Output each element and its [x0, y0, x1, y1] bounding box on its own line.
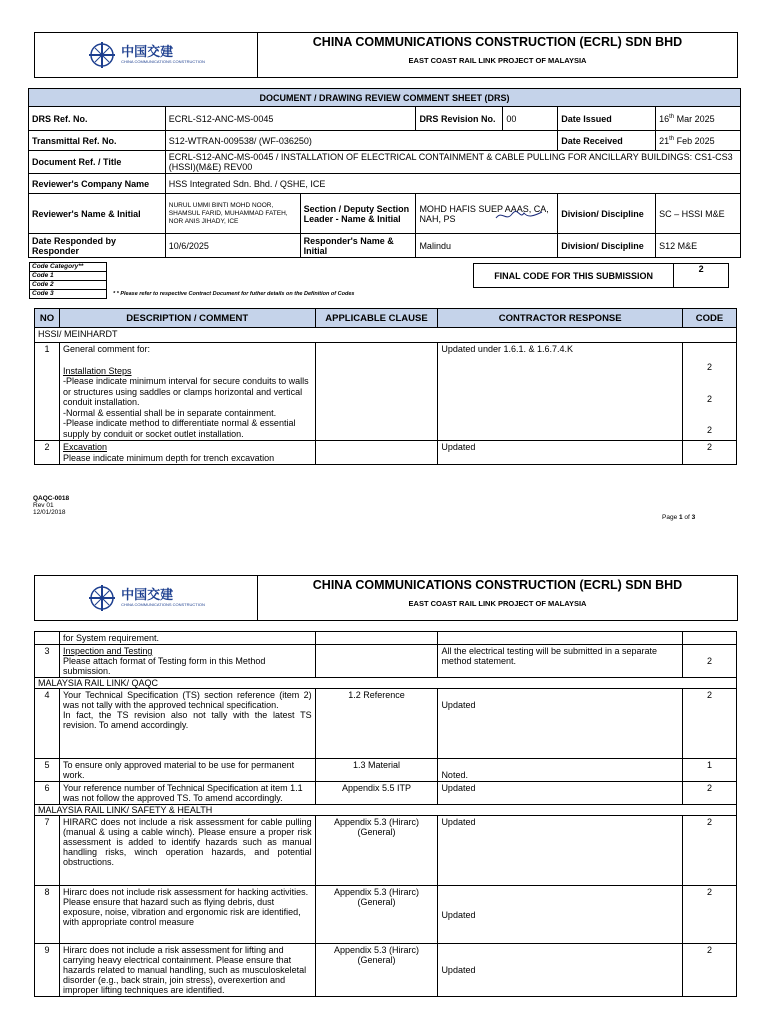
division-value: SC – HSSI M&E — [656, 194, 741, 234]
date-received-label: Date Received — [558, 131, 656, 151]
final-code-label: FINAL CODE FOR THIS SUBMISSION — [473, 263, 674, 288]
section-safety: MALAYSIA RAIL LINK/ SAFETY & HEALTH — [35, 805, 737, 816]
reviewer-company-label: Reviewer's Company Name — [29, 174, 166, 194]
form-date: 12/01/2018 — [33, 509, 66, 516]
code-category-title: Code Category** — [29, 262, 107, 272]
form-number: QAQC-0018 — [33, 495, 70, 502]
table-row: 3 Inspection and Testing Please attach format of Testing form in this Method submission. All the electrical testing will be submitted in a separate method statement. 2 — [35, 645, 737, 678]
transmittal-value: S12-WTRAN-009538/ (WF-036250) — [165, 131, 557, 151]
project-name: EAST COAST RAIL LINK PROJECT OF MALAYSIA — [408, 599, 587, 608]
code-definition-note: * * Please refer to respective Contract Document for futher details on the Definition of Codes — [113, 291, 355, 297]
section-hssi: HSSI/ MEINHARDT — [35, 328, 737, 343]
drs-rev-label: DRS Revision No. — [416, 107, 503, 131]
drs-info-table — [28, 88, 741, 258]
table-header-row — [35, 309, 737, 328]
code-1-label: Code 1 — [29, 271, 107, 281]
col-response-header: CONTRACTOR RESPONSE — [438, 309, 683, 328]
company-name: CHINA COMMUNICATIONS CONSTRUCTION (ECRL) SDN BHD — [312, 35, 683, 49]
section-leader-label: Section / Deputy Section Leader - Name & Initial — [300, 194, 416, 234]
col-code-header: CODE — [683, 309, 737, 328]
date-responded-label: Date Responded by Responder — [29, 234, 166, 258]
date-responded-value: 10/6/2025 — [165, 234, 300, 258]
page-number: Page 1 of 3 — [662, 514, 696, 521]
reviewer-name-label: Reviewer's Name & Initial — [29, 194, 166, 234]
form-footer — [33, 495, 69, 516]
company-logo — [35, 33, 258, 77]
final-code-value: 2 — [674, 263, 729, 288]
sheet-title: DOCUMENT / DRAWING REVIEW COMMENT SHEET (DRS) — [29, 89, 741, 107]
project-name: EAST COAST RAIL LINK PROJECT OF MALAYSIA — [408, 56, 587, 65]
logo-text-cn: 中国交建 — [121, 45, 174, 60]
code-2-label: Code 2 — [29, 280, 107, 290]
section-leader-value: MOHD HAFIS SUEP AAAS, CA, NAH, PS — [416, 194, 558, 234]
final-code-box — [473, 263, 729, 288]
comments-table-page1 — [34, 308, 737, 465]
division2-label: Division/ Discipline — [558, 234, 656, 258]
page-header-2 — [34, 575, 738, 621]
logo-emblem-icon — [87, 40, 117, 70]
code-category-box — [29, 263, 107, 299]
col-description-header: DESCRIPTION / COMMENT — [59, 309, 315, 328]
drs-rev-value: 00 — [503, 107, 558, 131]
col-no-header: NO — [35, 309, 60, 328]
table-row: 5 To ensure only approved material to be use for permanent work. 1.3 Material Noted. 1 — [35, 759, 737, 782]
date-issued-label: Date Issued — [558, 107, 656, 131]
table-row: 6 Your reference number of Technical Specification at item 1.1 was not follow the approved TS. To amend accordingly. Appendix 5.5 ITP Updated 2 — [35, 782, 737, 805]
transmittal-label: Transmittal Ref. No. — [29, 131, 166, 151]
table-row: 2 Excavation Please indicate minimum depth for trench excavation Updated 2 — [35, 441, 737, 465]
page-header — [34, 32, 738, 78]
responder-label: Responder's Name & Initial — [300, 234, 416, 258]
section-qaqc: MALAYSIA RAIL LINK/ QAQC — [35, 678, 737, 689]
reviewer-names-value: NURUL UMMI BINTI MOHD NOOR, SHAMSUL FARID, MUHAMMAD FATEH, NOR ANIS JIHADY, ICE — [165, 194, 300, 234]
table-row: 7 HIRARC does not include a risk assessment for cable pulling (manual & using a cable winch). Please ensure a proper risk assessment is added to identify hazards such as manual handling risks, winch operation hazards, and potential obstructions. Appendix 5.3 (Hirarc) (General) Updated 2 — [35, 816, 737, 886]
doc-ref-value: ECRL-S12-ANC-MS-0045 / INSTALLATION OF ELECTRICAL CONTAINMENT & CABLE PULLING FOR ANCILLARY BUILDINGS: CS1-CS3 (HSSI)(M&E) REV00 — [165, 151, 740, 174]
company-name: CHINA COMMUNICATIONS CONSTRUCTION (ECRL) SDN BHD — [312, 578, 683, 592]
date-received-value: 21th Feb 2025 — [656, 131, 741, 151]
logo-emblem-icon — [87, 583, 117, 613]
date-issued-value: 16th Mar 2025 — [656, 107, 741, 131]
doc-ref-label: Document Ref. / Title — [29, 151, 166, 174]
table-row: 9 Hirarc does not include a risk assessment for lifting and carrying heavy electrical containment. Please ensure that hazards related to manual handling, such as musculoskeletal disorder (e.g., back strain, join stress), overexertion and improper lifting techniques are identified. Appendix 5.3 (Hirarc) (General) Updated 2 — [35, 944, 737, 997]
comments-table-page2: for System requirement. 3 Inspection and Testing Please attach format of Testing form in this Method submission. All the electrical testing will be submitted in a separate method statement. 2 MALAYSIA RAIL LINK/ QAQC 4 Your Technical Specification (TS) section reference (item 2) was not tally with the approved technical specification. In fact, the TS revision also not tally with the latest TS revision. To amend accordingly. 1.2 Reference Updated 2 5 To ensure only approved material to be use for permanent work. 1.3 Material Noted. 1 6 Your reference number of Technical Specification at item 1.1 was not follow the approved TS. To amend accordingly. Appendix 5.5 ITP Updated 2 MALAYSIA RAIL LINK/ SAFETY & HEALTH 7 HIRARC does not include a risk assessment for cable pulling (manual & using a cable winch). Please ensure a proper risk assessment is added to identify hazards such as manual handling risks, winch operation hazards, and potential obstructions. Appendix 5.3 (Hirarc) (General) Updated 2 8 Hirarc does not include risk assessment for hacking activities. Please ensure that hazard such as flying debris, dust exposure, noise, vibration and ergonomic risk are identified, with appropriate control measure Appendix 5.3 (Hirarc) (General) Updated 2 9 Hirarc does not include a risk assessment for lifting and carrying heavy electrical containment. Please ensure that hazards related to manual handling, such as musculoskeletal disorder (e.g., back strain, join stress), overexertion and improper lifting techniques are identified. Appendix 5.3 (Hirarc) (General) Updated 2 — [34, 631, 737, 997]
logo-text-en: CHINA COMMUNICATIONS CONSTRUCTION — [121, 59, 205, 64]
company-logo: 中国交建 CHINA COMMUNICATIONS CONSTRUCTION — [35, 576, 258, 620]
col-clause-header: APPLICABLE CLAUSE — [315, 309, 438, 328]
form-rev: Rev 01 — [33, 502, 54, 509]
reviewer-company-value: HSS Integrated Sdn. Bhd. / QSHE, ICE — [165, 174, 740, 194]
table-row: 1 General comment for: Installation Steps -Please indicate minimum interval for secure conduits to walls or structures using saddles or clamps horizontal and vertical conduit installation. -Normal & essential shall be in separate containment. -Please indicate method to differentiate normal & essential supply by conduit or socket outlet installation. Updated under 1.6.1. & 1.6.7.4.K 2 2 2 — [35, 343, 737, 441]
drs-ref-label: DRS Ref. No. — [29, 107, 166, 131]
responder-value: Malindu — [416, 234, 558, 258]
table-row: 4 Your Technical Specification (TS) section reference (item 2) was not tally with the approved technical specification. In fact, the TS revision also not tally with the latest TS revision. To amend accordingly. 1.2 Reference Updated 2 — [35, 689, 737, 759]
division-label: Division/ Discipline — [558, 194, 656, 234]
code-3-label: Code 3 — [29, 289, 107, 299]
table-row: 8 Hirarc does not include risk assessment for hacking activities. Please ensure that hazard such as flying debris, dust exposure, noise, vibration and ergonomic risk are identified, with appropriate control measure Appendix 5.3 (Hirarc) (General) Updated 2 — [35, 886, 737, 944]
signature-icon — [494, 208, 544, 224]
division2-value: S12 M&E — [656, 234, 741, 258]
drs-ref-value: ECRL-S12-ANC-MS-0045 — [165, 107, 416, 131]
